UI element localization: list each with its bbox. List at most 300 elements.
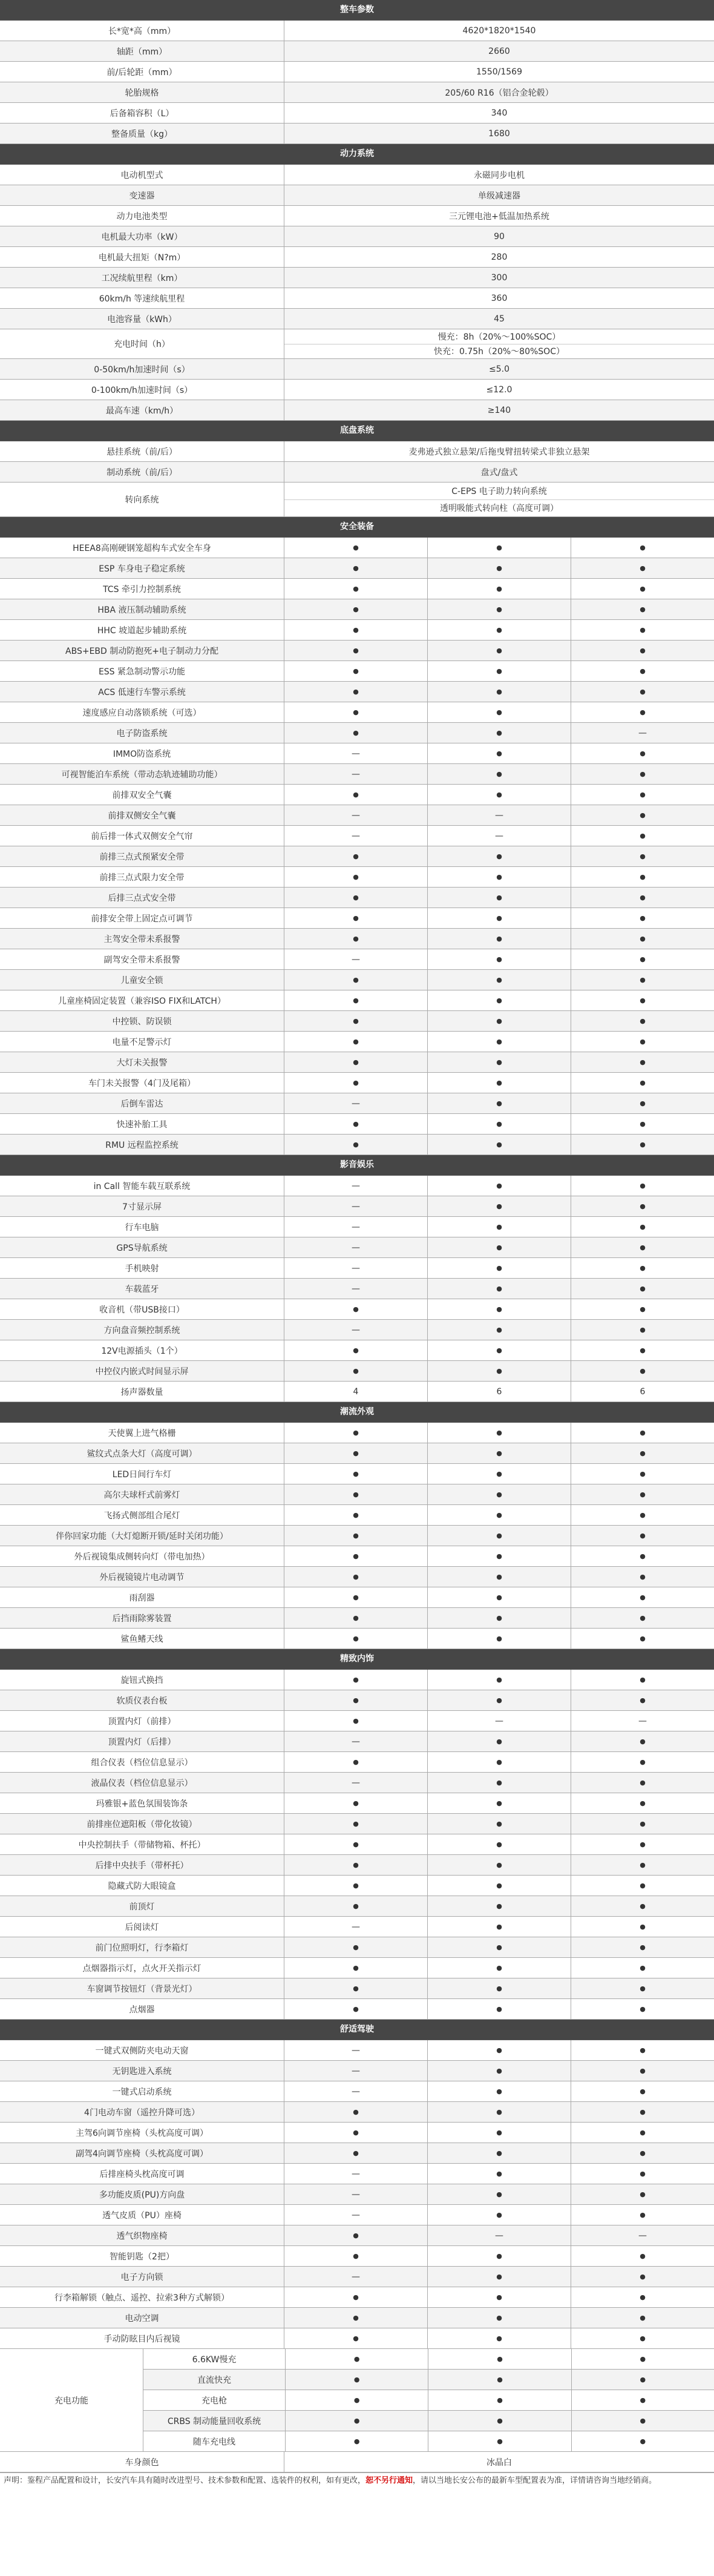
trim-2-value: ● <box>428 2267 571 2287</box>
trim-3-value: ● <box>640 1964 646 1972</box>
spec-row <box>0 1876 714 1896</box>
spec-row <box>0 462 714 483</box>
trim-1-value: ● <box>284 1629 428 1649</box>
trim-2-value: ● <box>428 1299 571 1319</box>
section-header: 精致内饰 <box>0 1649 714 1670</box>
charge-group-body <box>143 2349 714 2451</box>
section-header: 安全装备 <box>0 517 714 538</box>
trim-3-value: ● <box>640 626 646 634</box>
trim-2-value: ● <box>428 846 571 866</box>
spec-label: 0-100km/h加速时间（s） <box>0 380 284 400</box>
spec-label: 组合仪表（档位信息显示） <box>0 1752 284 1772</box>
spec-label: 电子方向锁 <box>0 2267 284 2287</box>
trim-2-value: ● <box>428 1978 571 1998</box>
spec-label: 主驾6向调节座椅（头枕高度可调） <box>0 2123 284 2143</box>
trim-2-value: ● <box>428 1279 571 1299</box>
trim-2-value: ● <box>428 1690 571 1710</box>
spec-label: 后阅读灯 <box>0 1917 284 1937</box>
trim-3-value: ● <box>640 894 646 901</box>
spec-label: 天使翼上进气格栅 <box>0 1423 284 1443</box>
spec-value-group <box>284 329 714 358</box>
trim-1-value: ● <box>284 599 428 619</box>
trim-2-value: ● <box>428 702 571 722</box>
trim-2-value: ● <box>428 2102 571 2122</box>
spec-row <box>0 702 714 723</box>
trim-1-value: ● <box>284 1423 428 1443</box>
trim-3-value: ● <box>640 852 646 860</box>
spec-label: LED日间行车灯 <box>0 1464 284 1484</box>
trim-3-value: ● <box>640 1923 646 1931</box>
spec-value: 4620*1820*1540 <box>462 25 536 36</box>
spec-label: 工况续航里程（km） <box>0 268 284 288</box>
trim-3-value: ● <box>640 708 646 716</box>
trim-2-value: — <box>428 805 571 825</box>
spec-row <box>0 206 714 226</box>
spec-row <box>0 1361 714 1382</box>
spec-row <box>0 1855 714 1876</box>
trim-3-value: ● <box>640 1799 646 1807</box>
trim-2-value: ● <box>428 1670 571 1690</box>
spec-label: 后排三点式安全带 <box>0 888 284 908</box>
trim-1-value: ● <box>284 785 428 805</box>
trim-1-value: ● <box>284 2328 428 2348</box>
trim-2-value: ● <box>428 641 571 660</box>
spec-row <box>0 1670 714 1690</box>
trim-1-value: ● <box>284 1464 428 1484</box>
trim-3-value: ● <box>640 2293 646 2301</box>
trim-3-value: ● <box>640 976 646 984</box>
spec-label: 速度感应自动落锁系统（可选） <box>0 702 284 722</box>
spec-label: 车窗调节按钮灯（背景光灯） <box>0 1978 284 1998</box>
spec-row <box>0 908 714 929</box>
spec-row <box>0 558 714 579</box>
trim-3-value: ● <box>640 2149 646 2157</box>
spec-row <box>0 124 714 144</box>
spec-row <box>0 805 714 826</box>
spec-value: ≤5.0 <box>489 364 509 374</box>
trim-1-value: — <box>284 805 428 825</box>
spec-value: 280 <box>491 252 508 262</box>
trim-1-value: — <box>284 2040 428 2060</box>
trim-2-value: ● <box>428 1834 571 1854</box>
trim-1-value: — <box>284 764 428 784</box>
trim-2-value: ● <box>428 2308 571 2328</box>
spec-label: 前/后轮距（mm） <box>0 62 284 82</box>
spec-row <box>0 268 714 288</box>
spec-label: 前顶灯 <box>0 1896 284 1916</box>
spec-label: 透气皮质（PU）座椅 <box>0 2205 284 2225</box>
spec-label: 后倒车雷达 <box>0 1093 284 1113</box>
trim-1-value: ● <box>284 1999 428 2019</box>
spec-row <box>0 483 714 517</box>
spec-label: 顶置内灯（前排） <box>0 1711 284 1731</box>
trim-3-value: ● <box>640 544 646 552</box>
trim-2-value: ● <box>428 1114 571 1134</box>
charge-row <box>143 2370 714 2390</box>
spec-label: ABS+EBD 制动防抱死+电子制动力分配 <box>0 641 284 660</box>
spec-row <box>0 185 714 206</box>
trim-3-value: ● <box>640 2129 646 2136</box>
trim-3-value: ● <box>640 935 646 943</box>
spec-label: 副驾安全带未系报警 <box>0 949 284 969</box>
trim-1-value: — <box>284 2184 428 2204</box>
trim-3-value: ● <box>640 585 646 593</box>
spec-label: 制动系统（前/后） <box>0 462 284 482</box>
trim-2-value: ● <box>428 579 571 599</box>
trim-2-value: ● <box>428 1258 571 1278</box>
spec-row <box>0 288 714 309</box>
trim-1-value: — <box>284 2164 428 2184</box>
spec-label: 主驾安全带未系报警 <box>0 929 284 949</box>
trim-1-value: ● <box>284 723 428 743</box>
spec-row <box>0 743 714 764</box>
trim-3-value: ● <box>640 1079 646 1087</box>
spec-row <box>0 826 714 846</box>
trim-2-value: ● <box>428 2390 571 2410</box>
trim-3-value: ● <box>640 1758 646 1766</box>
spec-value: 340 <box>491 108 508 118</box>
spec-row <box>0 41 714 62</box>
spec-label: 手动防眩目内后视镜 <box>0 2328 284 2348</box>
trim-1-value: ● <box>284 1011 428 1031</box>
spec-label: 车身颜色 <box>0 2452 284 2472</box>
spec-label: 行李箱解锁（触点、遥控、拉索3种方式解锁） <box>0 2287 284 2307</box>
spec-label: 0-50km/h加速时间（s） <box>0 359 284 379</box>
spec-row <box>0 1608 714 1629</box>
trim-2-value: ● <box>428 1361 571 1381</box>
spec-row <box>0 1011 714 1032</box>
trim-1-value: ● <box>284 1526 428 1546</box>
spec-row <box>0 1937 714 1958</box>
trim-2-value: ● <box>428 1958 571 1978</box>
spec-label: 儿童座椅固定装置（兼容ISO FIX和LATCH） <box>0 990 284 1010</box>
trim-3-value: — <box>638 728 647 738</box>
spec-label: 一键式启动系统 <box>0 2081 284 2101</box>
trim-2-value: ● <box>428 1340 571 1360</box>
trim-2-value: ● <box>428 2205 571 2225</box>
spec-label: 12V电源插头（1个） <box>0 1340 284 1360</box>
spec-label: 变速器 <box>0 185 284 205</box>
spec-row <box>0 579 714 599</box>
spec-row <box>0 2225 714 2246</box>
spec-row <box>0 1526 714 1546</box>
spec-label: 电机最大扭矩（N?m） <box>0 247 284 267</box>
spec-row <box>0 1114 714 1135</box>
spec-row <box>0 538 714 558</box>
trim-1-value: ● <box>286 2411 428 2431</box>
spec-value-line: 慢充：8h（20%～100%SOC） <box>437 332 561 342</box>
spec-label: 电池容量（kWh） <box>0 309 284 329</box>
trim-3-value: ● <box>640 2376 646 2383</box>
spec-label: 中控仪内嵌式时间显示屏 <box>0 1361 284 1381</box>
spec-value: 1680 <box>488 128 510 139</box>
trim-2-value: ● <box>428 1752 571 1772</box>
trim-2-value: ● <box>428 1608 571 1628</box>
trim-3-value: ● <box>640 2314 646 2322</box>
spec-row <box>0 661 714 682</box>
trim-1-value: ● <box>284 1135 428 1155</box>
spec-label: HEEA8高刚硬钢笼超构车式安全车身 <box>0 538 284 558</box>
trim-2-value: ● <box>428 1052 571 1072</box>
trim-2-value: ● <box>428 538 571 558</box>
spec-row <box>0 247 714 268</box>
spec-label: 中央控制扶手（带储物箱、杯托） <box>0 1834 284 1854</box>
spec-label: 外后视镜镜片电动调节 <box>0 1567 284 1587</box>
trim-2-value: ● <box>428 2040 571 2060</box>
trim-3-value: ● <box>640 1346 646 1354</box>
trim-2-value: ● <box>428 1876 571 1896</box>
spec-row <box>0 1567 714 1587</box>
trim-3-value: ● <box>640 688 646 696</box>
trim-1-value: — <box>284 2081 428 2101</box>
spec-value-line: C-EPS 电子助力转向系统 <box>451 486 547 496</box>
trim-3-value: ● <box>640 1532 646 1540</box>
trim-1-value: — <box>284 1176 428 1196</box>
trim-1-value: ● <box>284 1608 428 1628</box>
spec-row <box>0 1464 714 1484</box>
trim-2-value: ● <box>428 682 571 702</box>
spec-label: 鲨纹式点条大灯（高度可调） <box>0 1443 284 1463</box>
trim-1-value: — <box>284 1196 428 1216</box>
trim-3-value: ● <box>640 2437 646 2445</box>
charge-label: 直流快充 <box>143 2370 286 2390</box>
spec-label: 4门电动车窗（遥控升降可选） <box>0 2102 284 2122</box>
spec-row <box>0 1299 714 1320</box>
spec-row <box>0 2267 714 2287</box>
spec-label: 玛雅银+蓝色氛围装饰条 <box>0 1793 284 1813</box>
trim-3-value: ● <box>640 2211 646 2219</box>
trim-3-value: ● <box>640 914 646 922</box>
trim-1-value: ● <box>284 1052 428 1072</box>
trim-3-value: ● <box>640 1223 646 1231</box>
spec-value: 205/60 R16（铝合金轮毂） <box>445 88 554 98</box>
spec-row <box>0 1752 714 1773</box>
spec-label: 悬挂系统（前/后） <box>0 441 284 461</box>
trim-1-value: ● <box>284 1073 428 1093</box>
trim-3-value: ● <box>640 2190 646 2198</box>
trim-2-value: ● <box>428 1237 571 1257</box>
spec-row <box>0 682 714 702</box>
spec-row <box>0 1052 714 1073</box>
trim-2-value: ● <box>428 970 571 990</box>
spec-row <box>0 1978 714 1999</box>
spec-row <box>0 82 714 103</box>
trim-3-value: ● <box>640 2087 646 2095</box>
trim-3-value: ● <box>640 647 646 654</box>
spec-row <box>0 2205 714 2225</box>
spec-row <box>0 599 714 620</box>
charge-label: 6.6KW慢充 <box>143 2349 286 2369</box>
spec-row <box>0 1731 714 1752</box>
spec-value: 永磁同步电机 <box>474 170 525 180</box>
trim-2-value: ● <box>428 1629 571 1649</box>
trim-1-value: — <box>284 2267 428 2287</box>
trim-3-value: ● <box>640 1985 646 1992</box>
spec-row <box>0 400 714 421</box>
spec-label: 电机最大功率（kW） <box>0 226 284 246</box>
spec-label: 后排中央扶手（带杯托） <box>0 1855 284 1875</box>
trim-3-value: ● <box>640 996 646 1004</box>
trim-3-value: ● <box>640 1943 646 1951</box>
trim-3-value: — <box>638 1716 647 1726</box>
trim-2-value: ● <box>428 1135 571 1155</box>
trim-3-value: ● <box>640 1573 646 1581</box>
spec-value: 盘式/盘式 <box>480 467 518 478</box>
spec-label: 无钥匙进入系统 <box>0 2061 284 2081</box>
trim-3-value: ● <box>640 1449 646 1457</box>
spec-row <box>0 1958 714 1978</box>
trim-2-value: ● <box>428 1423 571 1443</box>
spec-row <box>0 2040 714 2061</box>
trim-1-value: ● <box>284 846 428 866</box>
trim-1-value: ● <box>284 1299 428 1319</box>
trim-3-value: ● <box>640 1552 646 1560</box>
spec-row <box>0 1279 714 1299</box>
spec-row <box>0 1896 714 1917</box>
trim-1-value: ● <box>284 1546 428 1566</box>
spec-row <box>0 2246 714 2267</box>
spec-label: 动力电池类型 <box>0 206 284 226</box>
trim-2-value: ● <box>428 723 571 743</box>
trim-1-value: — <box>284 1258 428 1278</box>
trim-1-value: ● <box>284 1690 428 1710</box>
spec-row <box>0 2328 714 2349</box>
spec-row <box>0 1814 714 1834</box>
trim-3-value: ● <box>640 1120 646 1128</box>
spec-row <box>0 2123 714 2143</box>
spec-label: 充电时间（h） <box>0 329 284 358</box>
spec-row <box>0 867 714 888</box>
trim-2-value: ● <box>428 1793 571 1813</box>
spec-row <box>0 764 714 785</box>
spec-row <box>0 165 714 185</box>
trim-3-value: ● <box>640 1305 646 1313</box>
spec-label: 扬声器数量 <box>0 1382 284 1402</box>
spec-label: 电子防盗系统 <box>0 723 284 743</box>
trim-2-value: ● <box>428 1526 571 1546</box>
trim-2-value: ● <box>428 1855 571 1875</box>
trim-3-value: ● <box>640 1861 646 1869</box>
trim-1-value: — <box>284 1093 428 1113</box>
trim-3-value: ● <box>640 2170 646 2178</box>
trim-3-value: ● <box>640 2005 646 2013</box>
spec-label: HHC 坡道起步辅助系统 <box>0 620 284 640</box>
trim-3-value: ● <box>640 1491 646 1498</box>
spec-row <box>0 1834 714 1855</box>
trim-2-value: ● <box>428 1999 571 2019</box>
trim-2-value: — <box>428 1711 571 1731</box>
charge-row <box>143 2411 714 2431</box>
spec-value: 45 <box>494 314 505 324</box>
trim-1-value: — <box>284 1917 428 1937</box>
spec-row <box>0 309 714 329</box>
trim-3-value: ● <box>640 1902 646 1910</box>
spec-label: 后排座椅头枕高度可调 <box>0 2164 284 2184</box>
trim-1-value: ● <box>284 2287 428 2307</box>
trim-1-value: ● <box>284 538 428 558</box>
spec-row <box>0 2164 714 2184</box>
trim-1-value: ● <box>284 2308 428 2328</box>
spec-value: 1550/1569 <box>476 67 522 77</box>
trim-1-value: ● <box>284 867 428 887</box>
trim-1-value: ● <box>284 1032 428 1052</box>
trim-1-value: ● <box>284 1484 428 1504</box>
spec-label: 前排安全带上固定点可调节 <box>0 908 284 928</box>
spec-label: 整备质量（kg） <box>0 124 284 143</box>
trim-2-value: ● <box>428 2349 571 2369</box>
trim-1-value: ● <box>284 908 428 928</box>
spec-label: 鲨鱼鳍天线 <box>0 1629 284 1649</box>
charge-row <box>143 2390 714 2411</box>
spec-label: ESP 车身电子稳定系统 <box>0 558 284 578</box>
spec-row <box>0 359 714 380</box>
spec-row <box>0 723 714 743</box>
trim-3-value: ● <box>640 2252 646 2260</box>
trim-3-value: ● <box>640 2334 646 2342</box>
trim-2-value: ● <box>428 2328 571 2348</box>
spec-label: 转向系统 <box>0 483 284 516</box>
spec-value-group <box>284 483 714 516</box>
spec-row <box>0 2102 714 2123</box>
spec-row <box>0 1340 714 1361</box>
spec-row <box>0 329 714 359</box>
spec-row <box>0 949 714 970</box>
trim-2-value: ● <box>428 2143 571 2163</box>
spec-row <box>0 2081 714 2102</box>
spec-label: 大灯未关报警 <box>0 1052 284 1072</box>
trim-1-value: ● <box>284 641 428 660</box>
section-header: 影音娱乐 <box>0 1155 714 1176</box>
spec-row <box>0 1505 714 1526</box>
spec-label: 前排双侧安全气囊 <box>0 805 284 825</box>
trim-2-value: ● <box>428 599 571 619</box>
trim-1-value: — <box>284 949 428 969</box>
spec-value-line: 透明吸能式转向柱（高度可调） <box>284 499 714 517</box>
spec-row <box>0 1793 714 1814</box>
spec-row <box>0 1176 714 1196</box>
spec-label: 电量不足警示灯 <box>0 1032 284 1052</box>
spec-row <box>0 1443 714 1464</box>
trim-3-value: ● <box>640 1244 646 1251</box>
spec-label: ESS 紧急制动警示功能 <box>0 661 284 681</box>
spec-row <box>0 2143 714 2164</box>
spec-label: 方向盘音频控制系统 <box>0 1320 284 1340</box>
spec-row <box>0 1032 714 1052</box>
spec-row <box>0 1629 714 1649</box>
spec-label: 前门位照明灯，行李箱灯 <box>0 1937 284 1957</box>
trim-3-value: ● <box>640 1593 646 1601</box>
trim-2-value: ● <box>428 990 571 1010</box>
spec-label: 前排三点式预紧安全带 <box>0 846 284 866</box>
trim-1-value: 4 <box>284 1382 428 1402</box>
trim-2-value: ● <box>428 2287 571 2307</box>
trim-2-value: ● <box>428 1443 571 1463</box>
disclaimer <box>0 2472 714 2489</box>
trim-2-value: ● <box>428 1567 571 1587</box>
charge-label: 充电枪 <box>143 2390 286 2410</box>
spec-label: 前排座位遮阳板（带化妆镜） <box>0 1814 284 1834</box>
trim-3-value: ● <box>640 832 646 840</box>
trim-3-value: ● <box>640 1017 646 1025</box>
trim-2-value: ● <box>428 743 571 763</box>
trim-1-value: ● <box>284 1567 428 1587</box>
trim-1-value: — <box>284 1320 428 1340</box>
spec-label: 收音机（带USB接口） <box>0 1299 284 1319</box>
spec-label: 旋钮式换挡 <box>0 1670 284 1690</box>
trim-3-value: ● <box>640 2355 646 2363</box>
trim-3-value: ● <box>640 1820 646 1828</box>
trim-3-value: ● <box>640 2108 646 2116</box>
